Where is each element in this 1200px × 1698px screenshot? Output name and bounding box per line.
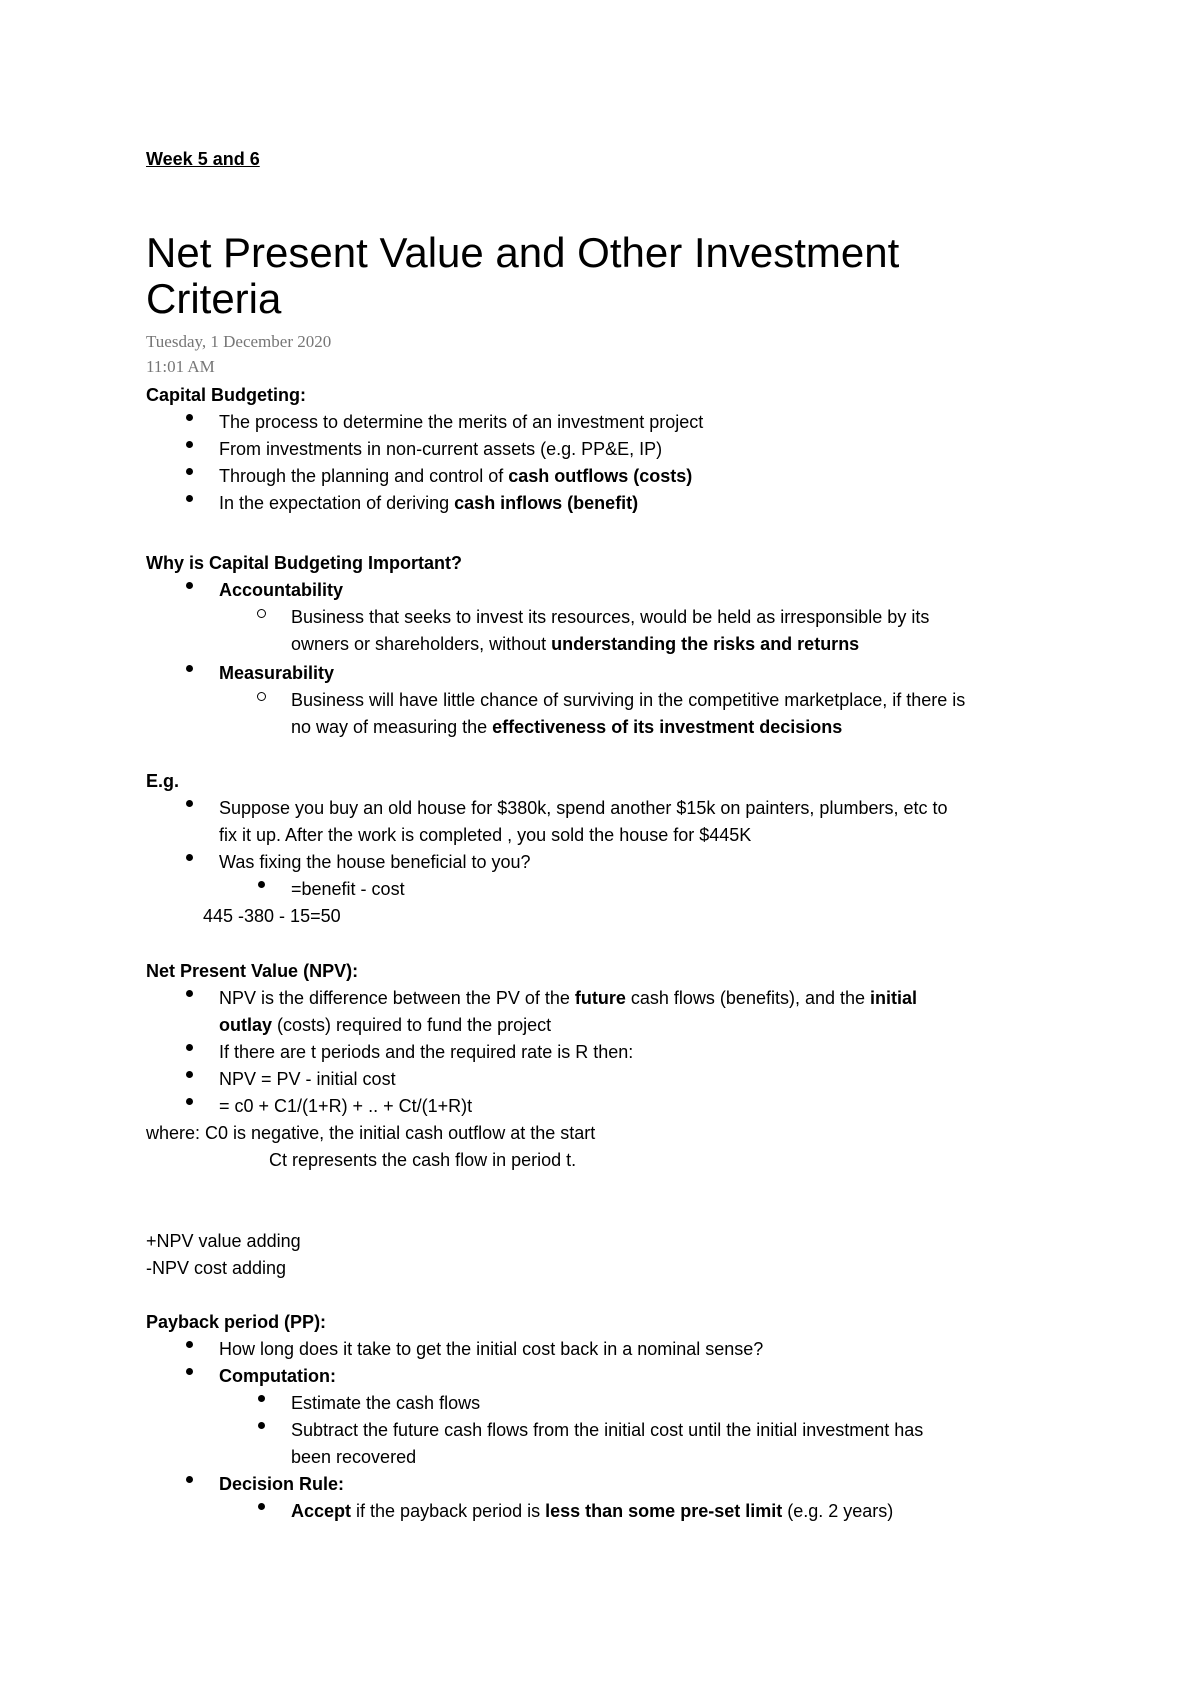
list-item-continuation: [219, 1012, 551, 1039]
bullet-icon: [258, 1503, 265, 1510]
bullet-icon: [186, 495, 193, 502]
list-item-emphasis: Accept: [291, 1501, 352, 1521]
list-item: [219, 985, 917, 1012]
list-item-computation: Computation:: [219, 1366, 336, 1386]
list-item-emphasis: understanding the risks and returns: [551, 634, 860, 654]
circle-bullet-icon: [257, 692, 266, 701]
bullet-icon: [186, 800, 193, 807]
list-item: Estimate the cash flows: [291, 1393, 481, 1413]
list-item-decision-rule: Decision Rule:: [219, 1474, 345, 1494]
list-item-text: NPV is the difference between the PV of the: [219, 988, 575, 1008]
list-item-text: In the expectation of deriving: [219, 493, 455, 513]
title-line-1: Net Present Value and Other Investment: [146, 229, 900, 276]
list-item-emphasis: initial: [870, 988, 918, 1008]
list-item: Suppose you buy an old house for $380k, spend another $15k on painters, plumbers, etc to: [219, 798, 948, 818]
npv-negative-note: -NPV cost adding: [146, 1258, 287, 1278]
list-item: From investments in non-current assets (e.g. PP&E, IP): [219, 439, 663, 459]
list-item: If there are t periods and the required rate is R then:: [219, 1042, 634, 1062]
calculation: 445 -380 - 15=50: [203, 906, 341, 926]
list-item: Was fixing the house beneficial to you?: [219, 852, 531, 872]
week-label: Week 5 and 6: [146, 149, 260, 169]
bullet-icon: [186, 441, 193, 448]
list-item-text: if the payback period is: [351, 1501, 546, 1521]
bullet-icon: [258, 1395, 265, 1402]
list-item: [291, 1498, 893, 1525]
circle-bullet-icon: [257, 609, 266, 618]
bullet-icon: [186, 1044, 193, 1051]
example-heading: E.g.: [146, 771, 180, 791]
bullet-icon: [186, 1476, 193, 1483]
list-item: Business that seeks to invest its resources, would be held as irresponsible by its: [291, 607, 930, 627]
bullet-icon: [186, 854, 193, 861]
bullet-icon: [258, 1422, 265, 1429]
importance-heading: Why is Capital Budgeting Important?: [146, 553, 462, 573]
list-item: The process to determine the merits of an investment project: [219, 412, 704, 432]
bullet-icon: [186, 1341, 193, 1348]
capital-budgeting-heading: Capital Budgeting:: [146, 385, 306, 405]
npv-positive-note: +NPV value adding: [146, 1231, 301, 1251]
bullet-icon: [258, 881, 265, 888]
list-item-emphasis: effectiveness of its investment decisions: [492, 717, 843, 737]
bullet-icon: [186, 1368, 193, 1375]
bullet-icon: [186, 990, 193, 997]
list-item: [219, 463, 692, 490]
list-item-text: (e.g. 2 years): [782, 1501, 894, 1521]
bullet-icon: [186, 1098, 193, 1105]
list-item-continuation: [291, 714, 842, 741]
list-item-accountability: Accountability: [219, 580, 344, 600]
list-item-text: Through the planning and control of: [219, 466, 509, 486]
list-item-continuation: been recovered: [291, 1447, 417, 1467]
page-title: [146, 230, 899, 322]
bullet-icon: [186, 665, 193, 672]
list-item-text: cash flows (benefits), and the: [625, 988, 871, 1008]
where-line-1: where: C0 is negative, the initial cash outflow at the start: [146, 1123, 596, 1143]
list-item-continuation: [291, 631, 859, 658]
list-item-continuation: fix it up. After the work is completed , you sold the house for $445K: [219, 825, 752, 845]
page-date: Tuesday, 1 December 2020: [146, 332, 332, 351]
list-item: How long does it take to get the initial cost back in a nominal sense?: [219, 1339, 764, 1359]
list-item: Business will have little chance of surviving in the competitive marketplace, if there is: [291, 690, 966, 710]
list-item-measurability: Measurability: [219, 663, 335, 683]
list-item-text: (costs) required to fund the project: [272, 1015, 552, 1035]
list-item-emphasis: cash inflows (benefit): [454, 493, 639, 513]
list-item: =benefit - cost: [291, 879, 405, 899]
bullet-icon: [186, 1071, 193, 1078]
list-item-emphasis: less than some pre-set limit: [545, 1501, 783, 1521]
bullet-icon: [186, 582, 193, 589]
list-item-text: no way of measuring the: [291, 717, 493, 737]
list-item: [219, 490, 638, 517]
list-item: NPV = PV - initial cost: [219, 1069, 396, 1089]
list-item: Subtract the future cash flows from the initial cost until the initial investment has: [291, 1420, 924, 1440]
list-item-emphasis: cash outflows (costs): [508, 466, 693, 486]
payback-heading: Payback period (PP):: [146, 1312, 327, 1332]
npv-heading: Net Present Value (NPV):: [146, 961, 359, 981]
bullet-icon: [186, 468, 193, 475]
page-time: 11:01 AM: [146, 357, 215, 376]
bullet-icon: [186, 414, 193, 421]
list-item-emphasis: outlay: [219, 1015, 273, 1035]
title-line-2: Criteria: [146, 275, 282, 322]
list-item-text: owners or shareholders, without: [291, 634, 552, 654]
list-item-emphasis: future: [574, 988, 626, 1008]
list-item: = c0 + C1/(1+R) + .. + Ct/(1+R)t: [219, 1096, 473, 1116]
where-line-2: Ct represents the cash flow in period t.: [269, 1150, 577, 1170]
